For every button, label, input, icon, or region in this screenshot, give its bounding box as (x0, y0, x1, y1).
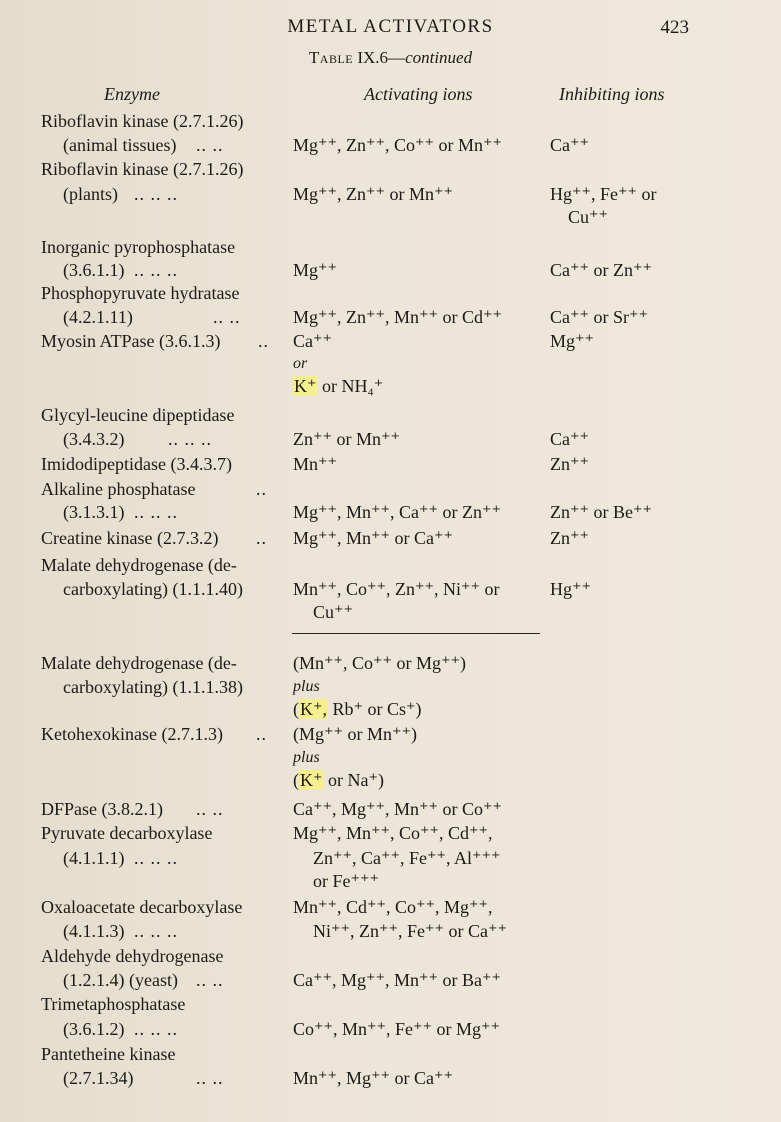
activating-ions (293, 697, 422, 721)
enzyme-detail: (4.1.1.1) (63, 848, 125, 868)
leader-dots: .. .. (196, 799, 224, 819)
leader-dots: .. .. (196, 970, 224, 990)
leader-dots: .. .. (213, 307, 241, 327)
table-prefix: Table (308, 48, 354, 67)
highlighted-ion: K⁺ (294, 376, 317, 396)
enzyme-detail: (plants) (63, 184, 118, 204)
enzyme-detail: (1.2.1.4) (yeast) (63, 970, 178, 990)
activating-ions: Mn⁺⁺, Mg⁺⁺ or Ca⁺⁺ (293, 1068, 454, 1088)
activating-ions: Mn⁺⁺, Cd⁺⁺, Co⁺⁺, Mg⁺⁺, (293, 897, 493, 917)
activating-ions: Ca⁺⁺, Mg⁺⁺, Mn⁺⁺ or Ba⁺⁺ (293, 970, 502, 990)
page-number: 423 (660, 17, 689, 38)
column-header-activating: Activating ions (364, 84, 473, 104)
enzyme-name: Pantetheine kinase (41, 1044, 176, 1064)
enzyme-name: Riboflavin kinase (2.7.1.26) (41, 159, 244, 179)
table-caption (0, 48, 781, 68)
activating-ions: Mg⁺⁺, Mn⁺⁺, Ca⁺⁺ or Zn⁺⁺ (293, 502, 502, 522)
ion-text: or Na⁺) (323, 770, 384, 790)
activating-ions: or Fe⁺⁺⁺ (313, 871, 379, 891)
leader-dots: .. .. (196, 1068, 224, 1088)
activating-ions: Mn⁺⁺, Co⁺⁺, Zn⁺⁺, Ni⁺⁺ or (293, 579, 500, 599)
enzyme-detail: (3.6.1.2) (63, 1019, 125, 1039)
enzyme-detail: carboxylating) (1.1.1.40) (63, 579, 243, 599)
enzyme-name: Malate dehydrogenase (de- (41, 555, 237, 575)
highlighted-ion: K⁺ (300, 770, 323, 790)
enzyme-detail: (2.7.1.34) (63, 1068, 134, 1088)
table-number: IX.6— (353, 48, 406, 67)
activating-ions: Ca⁺⁺, Mg⁺⁺, Mn⁺⁺ or Co⁺⁺ (293, 799, 503, 819)
enzyme-detail: (3.1.3.1) (63, 502, 125, 522)
leader-dots: .. (258, 331, 269, 351)
leader-dots: .. .. .. (134, 921, 178, 941)
activating-ions: Mg⁺⁺ (293, 260, 338, 280)
inhibiting-ions: Cu⁺⁺ (568, 207, 609, 227)
enzyme-name: Alkaline phosphatase (41, 479, 196, 499)
inhibiting-ions: Zn⁺⁺ (550, 454, 589, 474)
activating-ions: Zn⁺⁺, Ca⁺⁺, Fe⁺⁺, Al⁺⁺⁺ (313, 848, 501, 868)
activating-ions: Mg⁺⁺, Zn⁺⁺, Co⁺⁺ or Mn⁺⁺ (293, 135, 503, 155)
enzyme-detail: (4.1.1.3) (63, 921, 125, 941)
enzyme-name: Aldehyde dehydrogenase (41, 946, 224, 966)
column-header-inhibiting: Inhibiting ions (559, 84, 665, 104)
column-header-enzyme: Enzyme (104, 84, 160, 104)
enzyme-name: Oxaloacetate decarboxylase (41, 897, 243, 917)
ion-text: ( (293, 770, 299, 790)
activating-ions: Cu⁺⁺ (313, 602, 354, 622)
enzyme-detail: (animal tissues) (63, 135, 177, 155)
activating-ions (293, 374, 383, 398)
activating-ions: Mg⁺⁺, Mn⁺⁺, Co⁺⁺, Cd⁺⁺, (293, 823, 493, 843)
activating-ions: Co⁺⁺, Mn⁺⁺, Fe⁺⁺ or Mg⁺⁺ (293, 1019, 501, 1039)
ion-text: ( (293, 699, 299, 719)
enzyme-name: Malate dehydrogenase (de- (41, 653, 237, 673)
leader-dots: .. .. .. (168, 429, 212, 449)
enzyme-name: Trimetaphosphatase (41, 994, 186, 1014)
leader-dots: .. (256, 528, 267, 548)
enzyme-name: Glycyl-leucine dipeptidase (41, 405, 235, 425)
activating-ions: Mg⁺⁺, Zn⁺⁺, Mn⁺⁺ or Cd⁺⁺ (293, 307, 503, 327)
activating-ions: (Mn⁺⁺, Co⁺⁺ or Mg⁺⁺) (293, 653, 467, 673)
ion-text: or NH₄⁺ (317, 376, 384, 396)
enzyme-detail: (3.6.1.1) (63, 260, 125, 280)
table-suffix: continued (405, 48, 473, 67)
enzyme-name: Creatine kinase (2.7.3.2) (41, 528, 219, 548)
enzyme-name: Riboflavin kinase (2.7.1.26) (41, 111, 244, 131)
inhibiting-ions: Ca⁺⁺ or Sr⁺⁺ (550, 307, 648, 327)
activating-ions: Zn⁺⁺ or Mn⁺⁺ (293, 429, 400, 449)
leader-dots: .. .. .. (134, 502, 178, 522)
inhibiting-ions: Zn⁺⁺ (550, 528, 589, 548)
inhibiting-ions: Zn⁺⁺ or Be⁺⁺ (550, 502, 652, 522)
activating-ions: Mg⁺⁺, Zn⁺⁺ or Mn⁺⁺ (293, 184, 454, 204)
leader-dots: .. .. .. (134, 848, 178, 868)
enzyme-name: Imidodipeptidase (3.4.3.7) (41, 454, 232, 474)
activating-ions: (Mg⁺⁺ or Mn⁺⁺) (293, 724, 417, 744)
running-header: METAL ACTIVATORS (287, 16, 494, 37)
ion-text: Rb⁺ or Cs⁺) (328, 699, 422, 719)
enzyme-detail: (4.2.1.11) (63, 307, 133, 327)
activating-ions-connector: plus (293, 678, 320, 695)
leader-dots: .. (256, 724, 267, 744)
enzyme-detail: carboxylating) (1.1.1.38) (63, 677, 243, 697)
enzyme-name: Phosphopyruvate hydratase (41, 283, 240, 303)
enzyme-name: Myosin ATPase (3.6.1.3) (41, 331, 221, 351)
highlighted-ion: K⁺, (300, 699, 327, 719)
inhibiting-ions: Ca⁺⁺ (550, 135, 589, 155)
enzyme-name: Ketohexokinase (2.7.1.3) (41, 724, 223, 744)
enzyme-detail: (3.4.3.2) (63, 429, 125, 449)
activating-ions-connector: plus (293, 749, 320, 766)
leader-dots: .. (256, 479, 267, 499)
activating-ions: Ni⁺⁺, Zn⁺⁺, Fe⁺⁺ or Ca⁺⁺ (313, 921, 507, 941)
activating-ions: Mn⁺⁺ (293, 454, 338, 474)
leader-dots: .. .. (196, 135, 224, 155)
activating-ions-connector: or (293, 355, 308, 372)
enzyme-name: Inorganic pyrophosphatase (41, 237, 236, 257)
leader-dots: .. .. .. (134, 1019, 178, 1039)
enzyme-name: Pyruvate decarboxylase (41, 823, 213, 843)
inhibiting-ions: Ca⁺⁺ (550, 429, 589, 449)
inhibiting-ions: Mg⁺⁺ (550, 331, 595, 351)
leader-dots: .. .. .. (134, 184, 178, 204)
section-divider (292, 633, 540, 634)
inhibiting-ions: Ca⁺⁺ or Zn⁺⁺ (550, 260, 652, 280)
inhibiting-ions: Hg⁺⁺ (550, 579, 592, 599)
activating-ions: Mg⁺⁺, Mn⁺⁺ or Ca⁺⁺ (293, 528, 454, 548)
inhibiting-ions: Hg⁺⁺, Fe⁺⁺ or (550, 184, 657, 204)
activating-ions: Ca⁺⁺ (293, 331, 332, 351)
enzyme-name: DFPase (3.8.2.1) (41, 799, 163, 819)
leader-dots: .. .. .. (134, 260, 178, 280)
activating-ions (293, 768, 384, 792)
